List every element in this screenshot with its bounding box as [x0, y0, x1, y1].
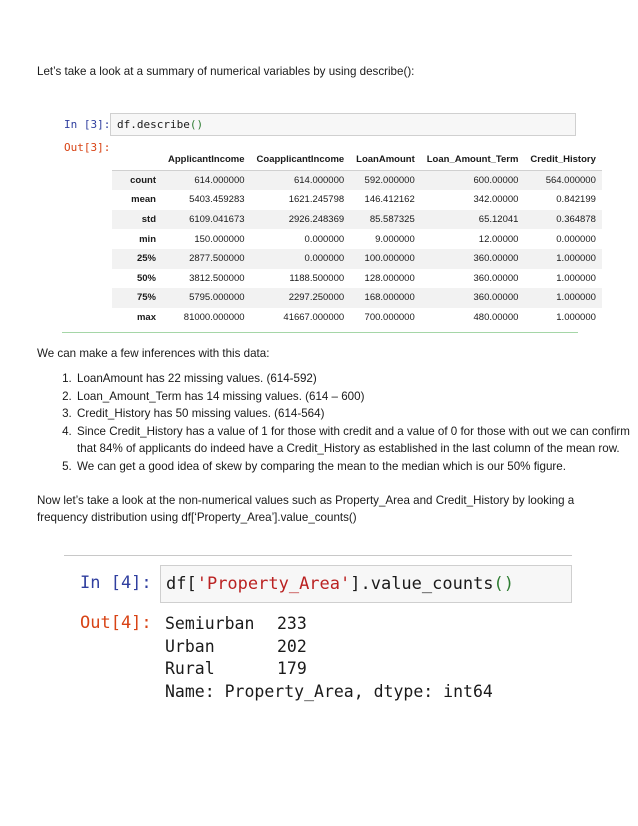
table-cell: 1.000000 [556, 312, 596, 324]
value-count-number: 179 [277, 659, 307, 678]
table-cell: 146.412162 [364, 194, 415, 206]
screenshot-divider [64, 555, 572, 556]
table-cell: 150.000000 [194, 233, 245, 245]
table-cell: 360.00000 [473, 272, 519, 284]
cell4-out-prompt: Out[4]: [80, 613, 152, 633]
row-index-label: 50% [136, 272, 156, 284]
table-cell: 564.000000 [545, 174, 596, 186]
index-header [112, 150, 162, 170]
row-index-label: mean [131, 194, 156, 206]
table-cell: 12.00000 [478, 233, 519, 245]
table-cell: 41667.000000 [283, 312, 345, 324]
table-cell: 1621.245798 [288, 194, 345, 206]
output-divider [62, 332, 578, 333]
table-cell: 168.000000 [364, 292, 415, 304]
row-index-label: 25% [136, 253, 156, 265]
table-cell: 360.00000 [473, 253, 519, 265]
table-cell: 700.000000 [364, 312, 415, 324]
column-header: ApplicantIncome [162, 150, 251, 170]
table-cell: 5795.000000 [189, 292, 245, 304]
table-cell: 2297.250000 [288, 292, 345, 304]
cell4-code-parens: () [493, 574, 515, 594]
column-header: Loan_Amount_Term [421, 150, 525, 170]
table-cell: 0.000000 [304, 253, 345, 265]
cell4-code-string: 'Property_Area' [196, 574, 351, 594]
cell3-out-prompt: Out[3]: [64, 141, 111, 154]
describe-table [112, 150, 602, 327]
table-row [112, 170, 602, 190]
table-cell: 480.00000 [473, 312, 519, 324]
row-index-label: min [139, 233, 156, 245]
value-count-label: Urban [165, 636, 215, 656]
inferences-intro: We can make a few inferences with this data: [37, 347, 270, 360]
table-cell: 100.000000 [364, 253, 415, 265]
table-cell: 2926.248369 [288, 214, 345, 226]
value-count-row [165, 658, 493, 681]
cell4-in-prompt: In [4]: [80, 573, 152, 593]
value-count-label: Rural [165, 659, 215, 678]
row-index-label: count [130, 174, 156, 186]
table-cell: 360.00000 [473, 292, 519, 304]
value-count-row [165, 613, 493, 636]
column-header: CoapplicantIncome [251, 150, 351, 170]
table-row [112, 229, 602, 249]
table-header-row [112, 150, 602, 170]
list-item: 4. Since Credit_History has a value of 1 for those with credit and a value of 0 for those with out we can confirm that 84% of applicants do indeed have a Credit_History as established in the last column of the mean row. [75, 423, 638, 458]
table-cell: 342.00000 [473, 194, 519, 206]
value-count-label: Semiurban [165, 614, 255, 633]
table-cell: 85.587325 [369, 214, 415, 226]
value-count-footer: Name: Property_Area, dtype: int64 [165, 681, 493, 701]
table-cell: 128.000000 [364, 272, 415, 284]
cell3-code-input[interactable] [110, 113, 576, 136]
inferences-list [36, 370, 638, 476]
value-counts-output [165, 613, 493, 703]
column-header: LoanAmount [350, 150, 421, 170]
table-cell: 65.12041 [478, 214, 519, 226]
list-item: 3. Credit_History has 50 missing values. (614-564) [75, 405, 638, 423]
table-cell: 0.000000 [556, 233, 596, 245]
table-cell: 1188.500000 [289, 272, 345, 284]
table-cell: 5403.459283 [189, 194, 245, 206]
cell3-code: df.describe [117, 118, 190, 131]
cell4-code-input[interactable] [160, 565, 572, 603]
list-item: 1. LoanAmount has 22 missing values. (614-592) [75, 370, 638, 388]
table-cell: 1.000000 [556, 272, 596, 284]
intro-paragraph: Let’s take a look at a summary of numerical variables by using describe(): [37, 65, 415, 78]
list-item: 2. Loan_Amount_Term has 14 missing values. (614 – 600) [75, 388, 638, 406]
table-cell: 0.364878 [556, 214, 596, 226]
list-item: 5. We can get a good idea of skew by comparing the mean to the median which is our 50% figure. [75, 458, 638, 476]
table-cell: 0.842199 [556, 194, 596, 206]
table-cell: 614.000000 [194, 174, 245, 186]
table-row [112, 288, 602, 308]
table-cell: 592.000000 [364, 174, 415, 186]
table-cell: 81000.000000 [183, 312, 245, 324]
table-row [112, 190, 602, 210]
table-cell: 9.000000 [375, 233, 415, 245]
row-index-label: std [141, 214, 156, 226]
value-count-row [165, 636, 493, 659]
row-index-label: max [136, 312, 156, 324]
table-cell: 0.000000 [304, 233, 345, 245]
table-row [112, 269, 602, 289]
table-row [112, 249, 602, 269]
value-count-number: 202 [277, 636, 307, 656]
table-cell: 1.000000 [556, 253, 596, 265]
cell3-in-prompt: In [3]: [64, 118, 111, 131]
table-cell: 1.000000 [556, 292, 596, 304]
table-row [112, 210, 602, 230]
column-header: Credit_History [524, 150, 601, 170]
table-cell: 2877.500000 [189, 253, 245, 265]
value-count-number: 233 [277, 614, 307, 633]
row-index-label: 75% [136, 292, 156, 304]
table-cell: 3812.500000 [189, 272, 245, 284]
table-cell: 614.000000 [293, 174, 345, 186]
table-row [112, 308, 602, 328]
cell4-code-suffix: ].value_counts [350, 574, 494, 594]
cell3-code-parens: () [189, 118, 204, 131]
nonnumeric-paragraph: Now let’s take a look at the non-numerical values such as Property_Area and Credit_History by looking a frequency distribution using df[‘Property_Area’].value_counts() [37, 494, 575, 524]
table-cell: 600.00000 [473, 174, 519, 186]
cell4-code-prefix: df[ [166, 574, 197, 594]
table-cell: 6109.041673 [189, 214, 245, 226]
